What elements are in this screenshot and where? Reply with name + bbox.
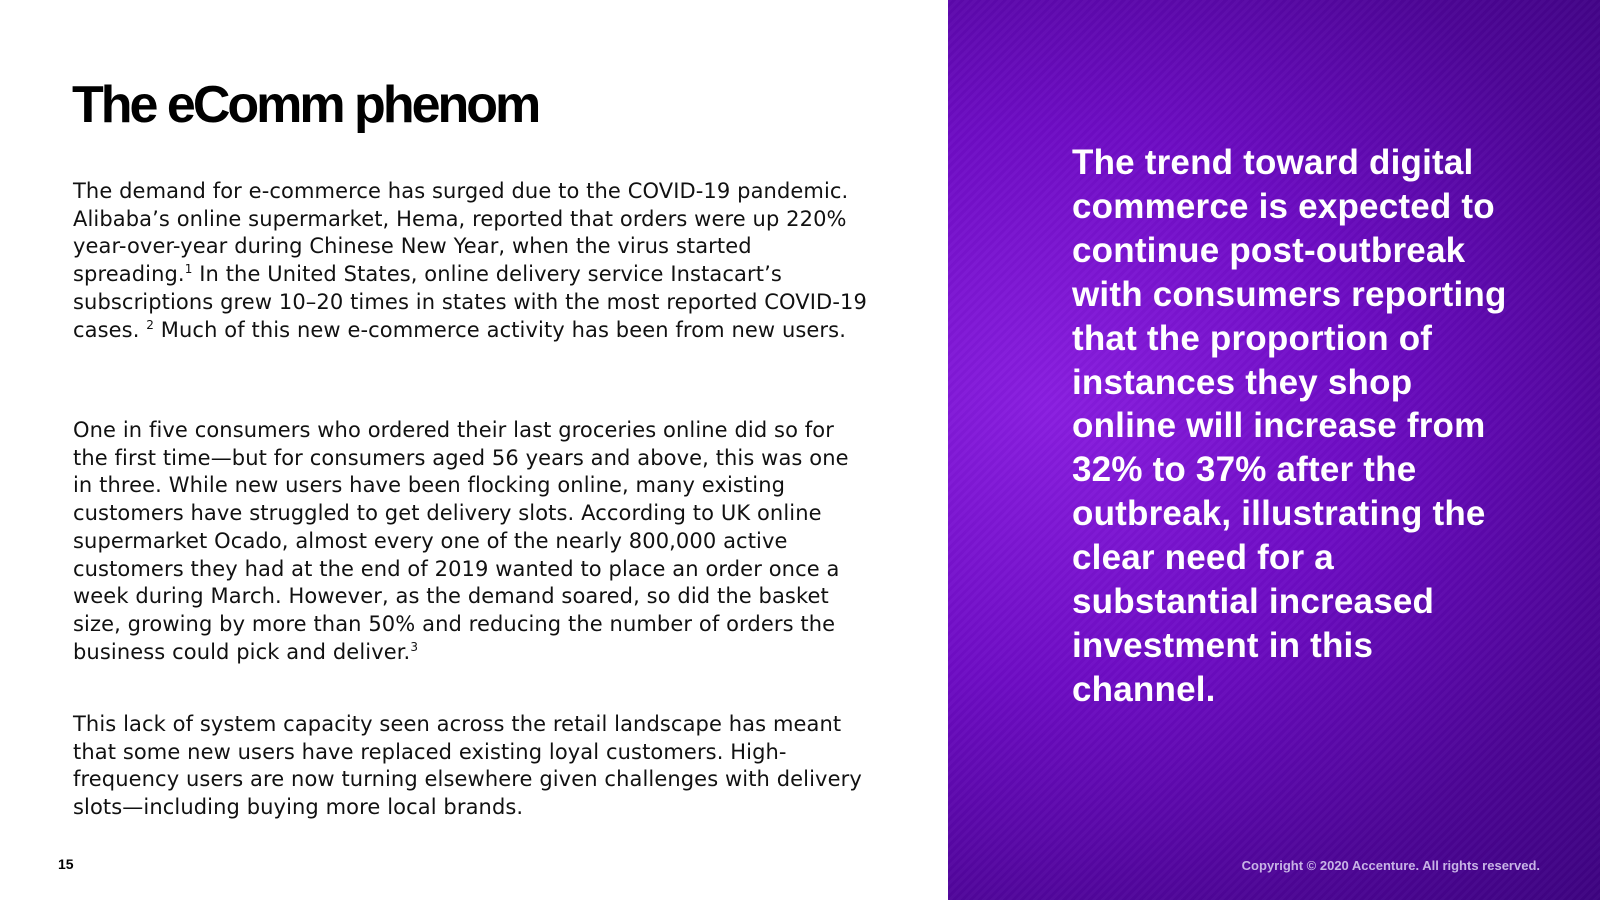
- paragraph-text: One in five consumers who ordered their last groceries online did so for the first time—but for consumers aged 56 years and above, this was one in three. While new users have been flocking online, many existing customers have struggled to get delivery slots. According to UK online supermarket Ocado, almost every one of the nearly 800,000 active customers they had at the end of 2019 wanted to place an order once a week during March. However, as the demand soared, so did the basket size, growing by more than 50% and reducing the number of orders the business could pick and deliver.: [73, 418, 849, 664]
- footnote-marker: 1: [184, 262, 193, 277]
- pull-quote: The trend toward digital commerce is expected to continue post-outbreak with consumers reporting that the proportion of instances they shop online will increase from 32% to 37% after the outbreak, illustrating the clear need for a substantial increased investment in this channel.: [1072, 143, 1507, 709]
- copyright-notice: Copyright © 2020 Accenture. All rights reserved.: [1241, 858, 1540, 873]
- quote-panel: [948, 0, 1600, 900]
- paragraph-text: The demand for e-commerce has surged due to the COVID-19 pandemic. Alibaba’s online supermarket, Hema, reported that orders were up 220% year-over-year during Chinese New Year, when the virus started spreading.: [73, 179, 849, 287]
- page-title: The eComm phenom: [72, 76, 539, 134]
- body-paragraph-2: [73, 417, 873, 666]
- paragraph-text: In the United States, online delivery service Instacart’s subscriptions grew 10–20 times in states with the most reported COVID-19 cases.: [73, 262, 867, 342]
- paragraph-text: Much of this new e-commerce activity has been from new users.: [154, 317, 846, 342]
- footnote-marker: 3: [410, 639, 419, 654]
- footnote-marker: 2: [146, 317, 155, 332]
- body-paragraph-3: This lack of system capacity seen across the retail landscape has meant that some new users have replaced existing loyal customers. High-frequency users are now turning elsewhere given challenges with delivery slots—including buying more local brands.: [73, 712, 862, 820]
- body-paragraph-1: [73, 178, 873, 344]
- page-number: 15: [58, 856, 74, 872]
